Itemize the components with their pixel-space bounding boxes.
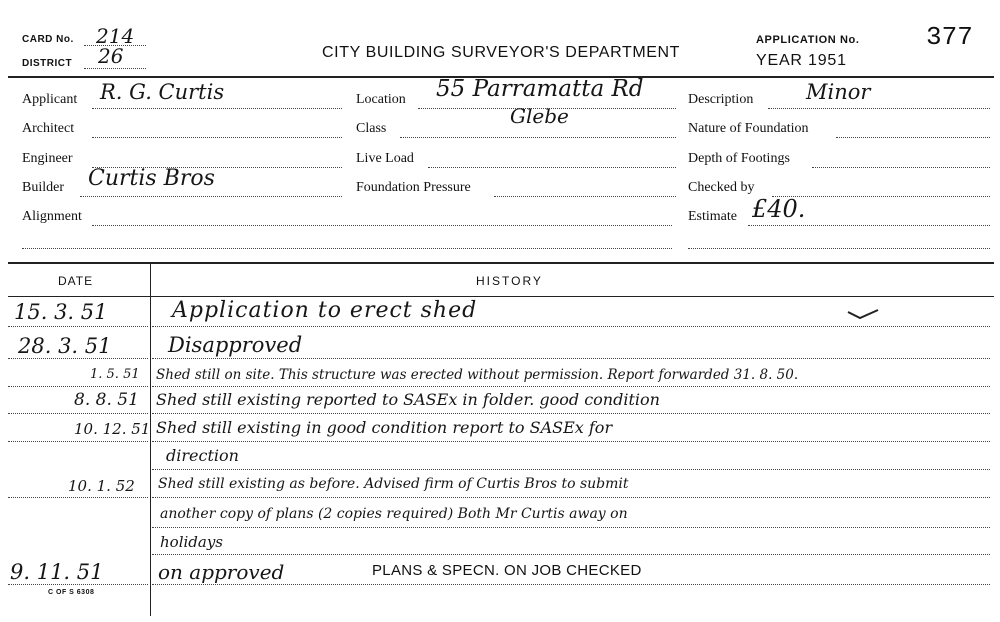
applicant-line [92, 108, 342, 109]
history-top-rule [8, 262, 994, 264]
history-date: 1. 5. 51 [90, 367, 140, 382]
date-column-header: DATE [58, 274, 94, 288]
architect-line [92, 137, 342, 138]
engineer-label: Engineer [22, 151, 73, 166]
history-row-line [152, 358, 990, 359]
date-row-line [8, 358, 148, 359]
nature-of-foundation-line [836, 137, 990, 138]
history-row-line [152, 554, 990, 555]
history-row-line [152, 326, 990, 327]
alignment-label: Alignment [22, 209, 82, 224]
district-line [84, 68, 146, 69]
checked-by-label: Checked by [688, 180, 755, 195]
history-entry-text: Disapproved [168, 333, 303, 357]
history-entry-text: direction [166, 446, 239, 465]
history-entry-text: on approved [158, 560, 285, 584]
depth-of-footings-line [812, 167, 990, 168]
location-label: Location [356, 92, 406, 107]
alignment-line [92, 225, 672, 226]
date-row-line [8, 386, 148, 387]
history-date: 8. 8. 51 [74, 390, 139, 410]
applicant-value: R. G. Curtis [100, 80, 225, 104]
checked-stamp: PLANS & SPECN. ON JOB CHECKED [372, 562, 642, 579]
history-entry-text: Shed still on site. This structure was erected without permission. Report forwarded 31. 8. 50. [156, 367, 799, 383]
date-row-line [8, 584, 148, 585]
date-row-line [8, 326, 148, 327]
year-label: YEAR 1951 [756, 52, 847, 69]
live-load-label: Live Load [356, 151, 414, 166]
architect-label: Architect [22, 121, 75, 136]
history-column-header: HISTORY [476, 274, 543, 288]
foundation-pressure-line [494, 196, 676, 197]
live-load-line [428, 167, 676, 168]
date-row-line [8, 497, 148, 498]
applicant-label: Applicant [22, 92, 78, 107]
estimate-line [748, 225, 990, 226]
history-row-line [152, 386, 990, 387]
history-entry-text: holidays [160, 533, 224, 551]
description-value: Minor [806, 80, 871, 104]
builder-label: Builder [22, 180, 64, 195]
district-label: DISTRICT [22, 58, 73, 69]
location-value-suburb: Glebe [510, 104, 569, 128]
history-entry-text: Application to erect shed [172, 298, 478, 323]
history-row-line [152, 441, 990, 442]
class-label: Class [356, 121, 387, 136]
history-entry-text: Shed still existing reported to SASEx in folder. good condition [156, 390, 660, 409]
date-row-line [8, 413, 148, 414]
history-date: 10. 12. 51 [74, 420, 151, 438]
history-row-line [152, 584, 990, 585]
history-date: 15. 3. 51 [14, 300, 108, 324]
history-date: 28. 3. 51 [18, 334, 112, 358]
alignment-line-2 [22, 248, 672, 249]
department-title: CITY BUILDING SURVEYOR'S DEPARTMENT [322, 44, 681, 61]
card-no-value: 214 [96, 24, 135, 48]
foundation-pressure-label: Foundation Pressure [356, 180, 471, 195]
tick-mark-icon [846, 306, 882, 326]
depth-of-footings-label: Depth of Footings [688, 151, 790, 166]
history-row-line [152, 469, 990, 470]
history-date: 10. 1. 52 [68, 477, 135, 495]
location-value: 55 Parramatta Rd [436, 76, 644, 102]
district-value: 26 [98, 44, 124, 68]
description-label: Description [688, 92, 754, 107]
history-row-line [152, 527, 990, 528]
card-no-label: CARD No. [22, 34, 74, 45]
history-row-line [152, 413, 990, 414]
description-line [768, 108, 990, 109]
application-no-value: 377 [926, 22, 973, 52]
history-entry-text: Shed still existing as before. Advised firm of Curtis Bros to submit [158, 476, 629, 492]
builder-line [80, 196, 342, 197]
application-no-label: APPLICATION No. [756, 34, 860, 46]
history-date: 9. 11. 51 [10, 560, 104, 584]
form-code: C OF S 6308 [48, 589, 95, 596]
date-row-line [8, 441, 148, 442]
class-line [400, 137, 676, 138]
date-column-divider [150, 264, 151, 616]
history-entry-text: another copy of plans (2 copies required) Both Mr Curtis away on [160, 506, 628, 522]
estimate-value: £40. [752, 195, 806, 223]
history-entry-text: Shed still existing in good condition report to SASEx for [156, 418, 613, 437]
estimate-label: Estimate [688, 209, 737, 224]
nature-of-foundation-label: Nature of Foundation [688, 121, 809, 136]
history-row-line [152, 497, 990, 498]
builder-value: Curtis Bros [88, 166, 215, 191]
estimate-line-2 [688, 248, 990, 249]
history-header-rule [8, 296, 994, 297]
